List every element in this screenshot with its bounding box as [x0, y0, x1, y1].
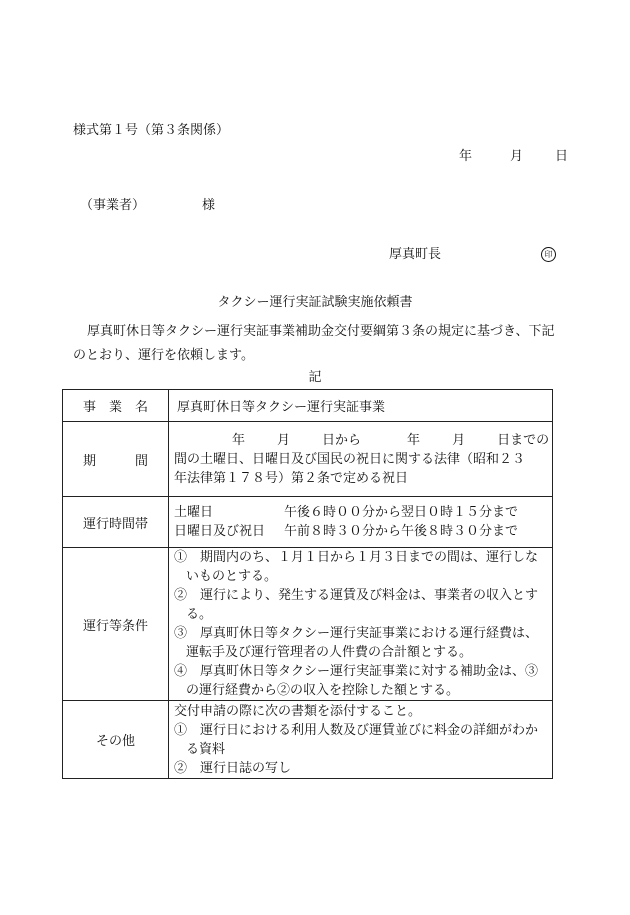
saturday-time: 午後６時００分から翌日０時１５分まで — [284, 505, 519, 520]
other-item: ① 運行日における利用人数及び運賃並びに料金の詳細がわかる資料 — [174, 722, 539, 757]
hours-label: 運行時間帯 — [63, 497, 169, 548]
other-intro: 交付申請の際に次の書類を添付すること。 — [174, 703, 422, 719]
addressee-name: （事業者） — [80, 198, 146, 213]
date-day: 日 — [555, 149, 569, 164]
period-label: 期 間 — [63, 422, 169, 497]
period-from-year: 年 — [232, 432, 246, 448]
sender: 厚真町長 — [389, 247, 442, 262]
hours-sunday — [174, 522, 548, 541]
condition-item: ① 期間内のち、１月１日から１月３日までの間は、運行しないものとする。 — [174, 550, 539, 584]
conditions-label: 運行等条件 — [63, 548, 169, 701]
sunday-label: 日曜日及び祝日 — [174, 524, 266, 539]
date-year: 年 — [459, 149, 473, 164]
date-line — [459, 150, 568, 163]
date-month: 月 — [510, 149, 524, 164]
ki-label: 記 — [308, 370, 322, 385]
conditions-value — [169, 548, 553, 701]
sunday-time: 午前８時３０分から午後８時３０分まで — [284, 524, 519, 539]
period-to-month: 月 — [452, 432, 466, 448]
hours-value — [169, 497, 553, 548]
period-value — [169, 422, 553, 497]
other-item: ② 運行日誌の写し — [174, 760, 292, 776]
addressee-suffix: 様 — [202, 198, 216, 213]
request-table — [62, 389, 553, 779]
condition-item: ③ 厚真町休日等タクシー運行実証事業における運行経費は、運転手及び運行管理者の人件費の合計額とする。 — [174, 626, 539, 660]
saturday-label: 土曜日 — [174, 505, 214, 520]
table-row-period — [63, 422, 553, 497]
intro-text: 厚真町休日等タクシー運行実証事業補助金交付要綱第３条の規定に基づき、下記のとおり、運行を依頼します。 — [73, 324, 555, 363]
addressee — [80, 199, 215, 212]
document-title: タクシー運行実証試験実施依頼書 — [217, 295, 413, 310]
period-to-day: 日までの — [497, 432, 550, 448]
period-from-month: 月 — [277, 432, 291, 448]
period-to-year: 年 — [407, 432, 421, 448]
table-row-hours — [63, 497, 553, 548]
period-line-2: 間の土曜日、日曜日及び国民の祝日に関する法律（昭和２３ — [174, 451, 526, 467]
period-line-3: 年法律第１７８号）第２条で定める祝日 — [174, 470, 409, 486]
other-label: その他 — [63, 701, 169, 779]
project-label: 事 業 名 — [63, 390, 169, 422]
other-value — [169, 701, 553, 779]
period-range — [174, 431, 548, 450]
seal-mark: 印 — [541, 247, 556, 262]
table-row-project — [63, 390, 553, 422]
hours-saturday — [174, 503, 548, 522]
project-value: 厚真町休日等タクシー運行実証事業 — [169, 390, 553, 422]
table-row-other — [63, 701, 553, 779]
form-number: 様式第１号（第３条関係） — [73, 123, 230, 138]
condition-item: ② 運行により、発生する運賃及び料金は、事業者の収入とする。 — [174, 588, 539, 622]
condition-item: ④ 厚真町休日等タクシー運行実証事業に対する補助金は、③の運行経費から②の収入を控除した額とする。 — [174, 664, 539, 698]
period-from-day: 日から — [322, 432, 362, 448]
table-row-conditions — [63, 548, 553, 701]
